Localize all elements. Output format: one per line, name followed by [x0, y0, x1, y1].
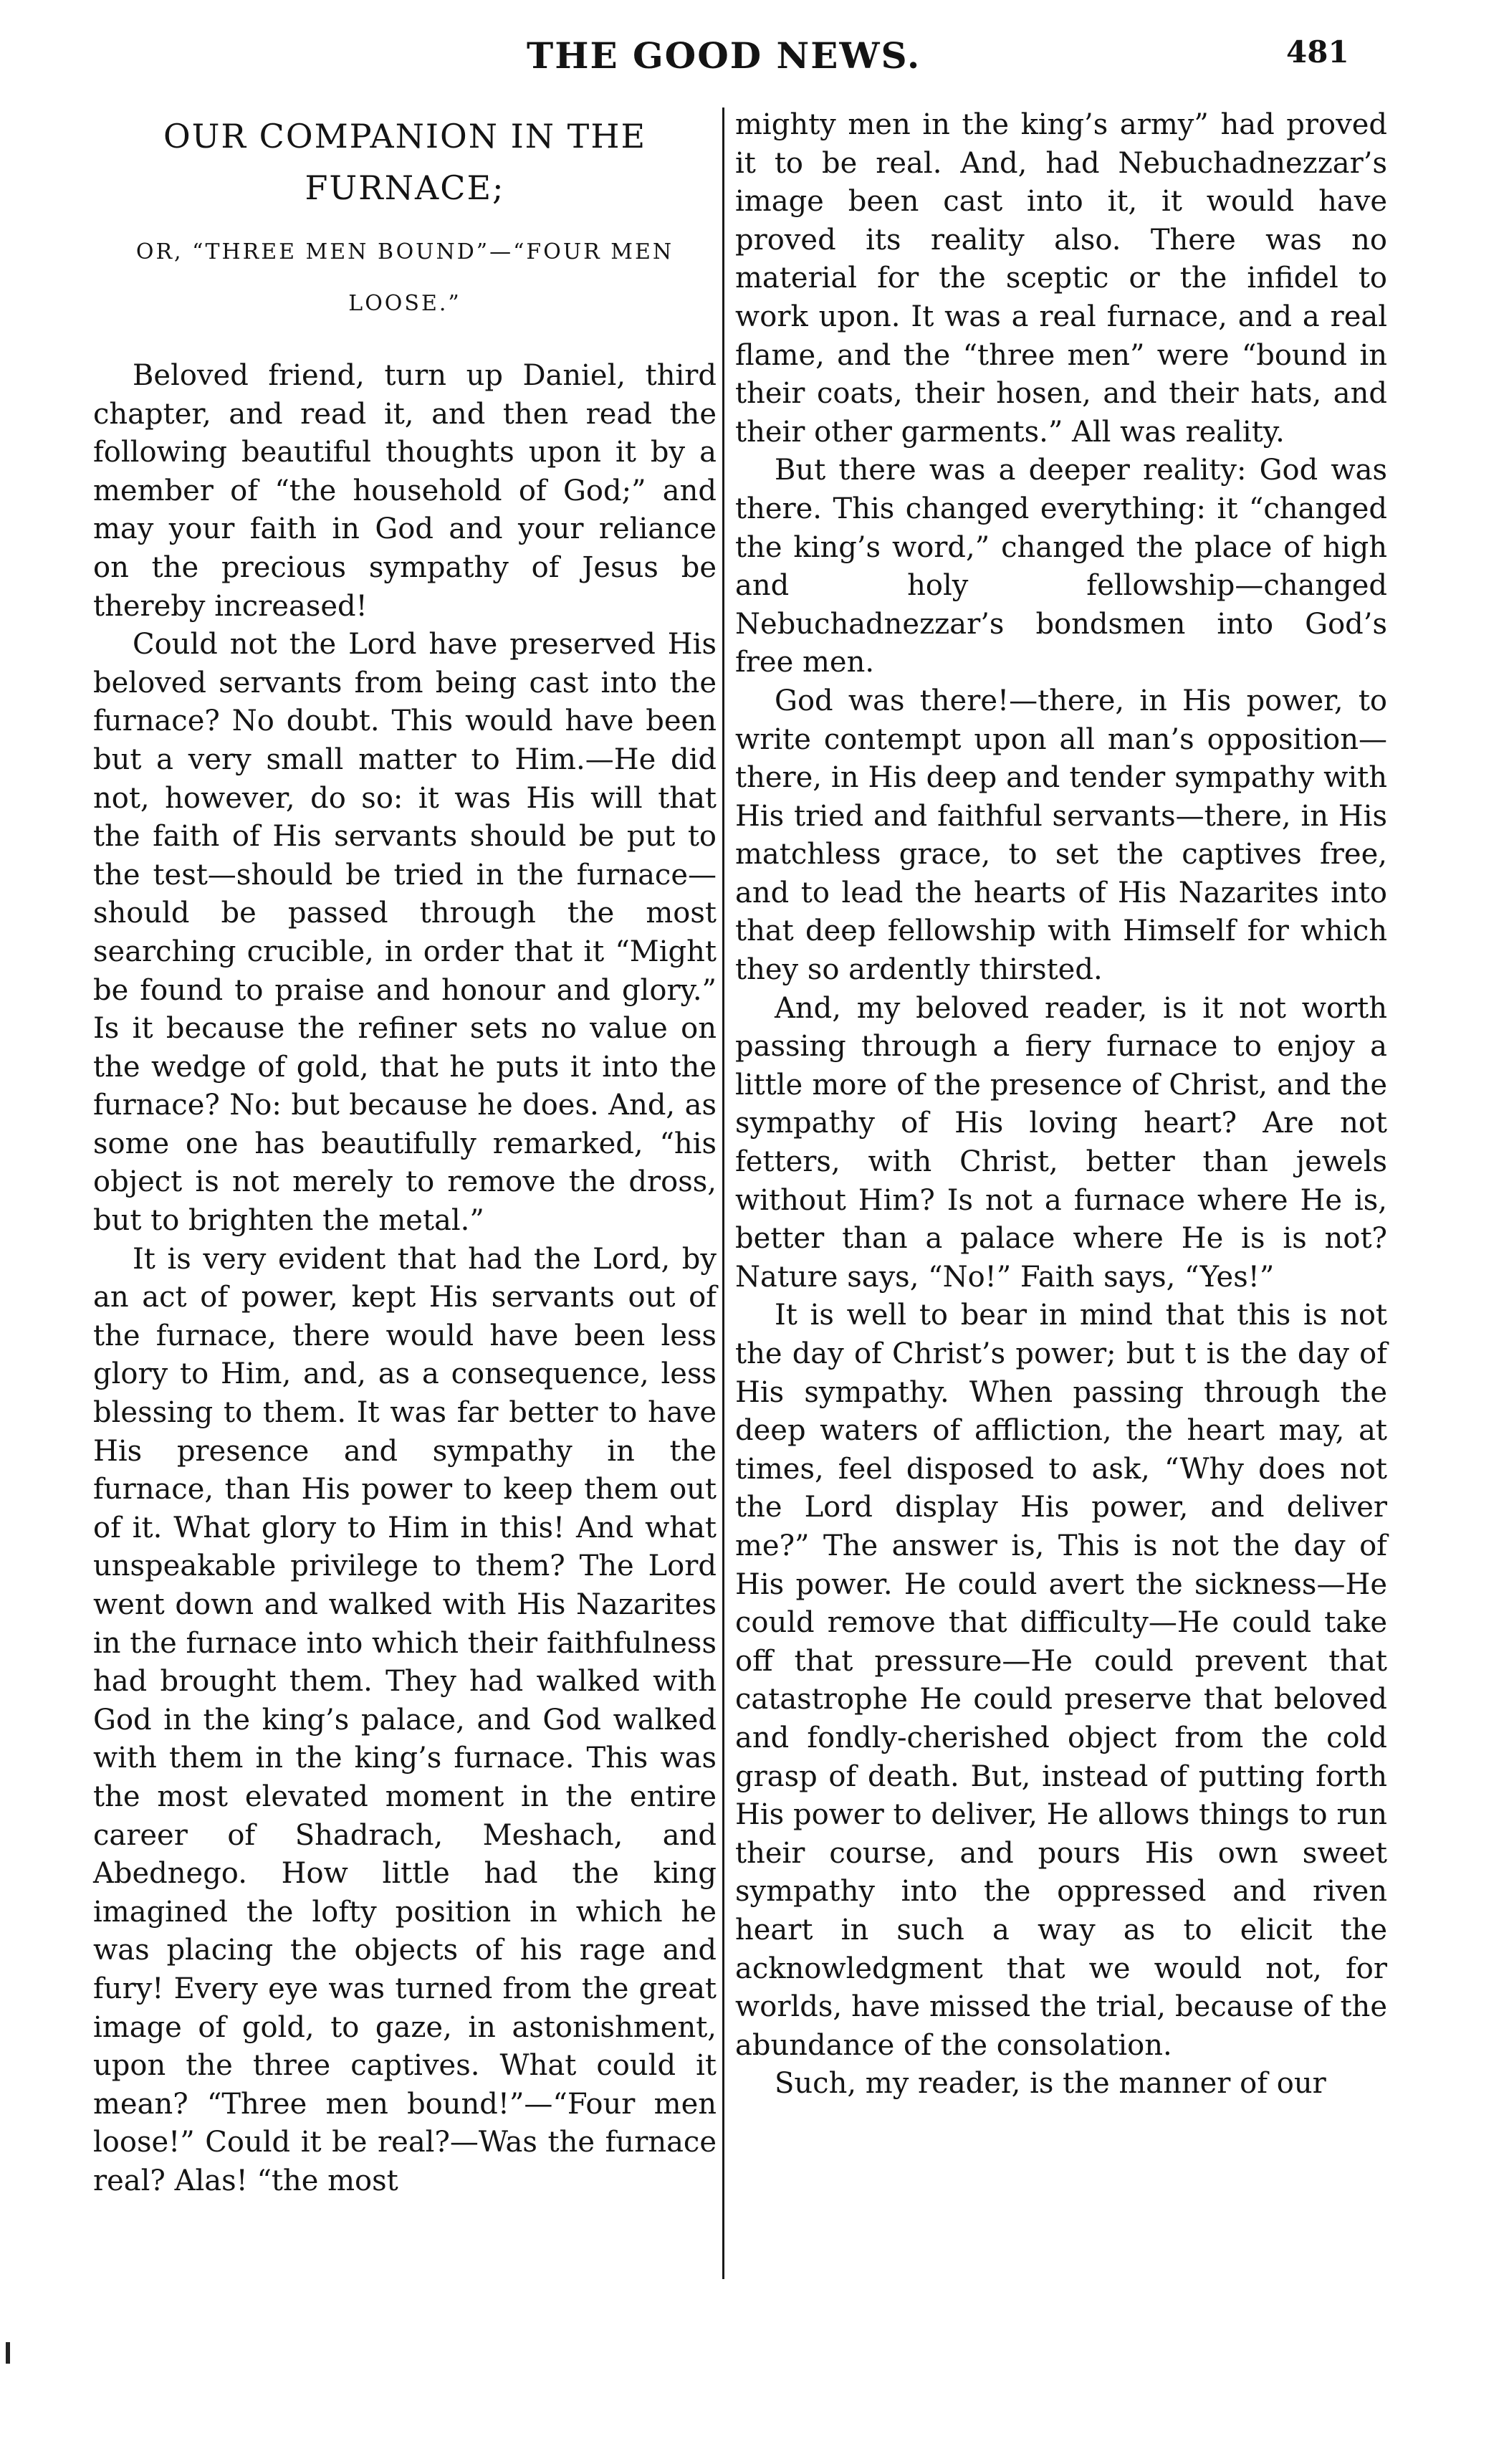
- running-title: THE GOOD NEWS.: [527, 34, 921, 77]
- paragraph-continued: mighty men in the king’s army” had proved it to be real. And, had Nebuchadnezzar’s image been cast into it, it would have proved its reality also. There was no material for the sceptic or the infidel to work upon. It was a real furnace, and a real flame, and the “three men” were “bound in their coats, their hosen, and their hats, and their other garments.” All was reality.: [735, 108, 1387, 449]
- column-rule: [722, 108, 724, 2279]
- left-column: [93, 106, 717, 2201]
- running-head: [0, 34, 1509, 85]
- page-number: 481: [1286, 34, 1349, 70]
- paragraph-day-of-sympathy: It is well to bear in mind that this is not the day of Christ’s power; but t is the day of His sympathy. When passing through the deep waters of affliction, the heart may, at times, feel disposed to ask, “Why does not the Lord display His power, and deliver me?” The answer is, This is not the day of His power. He could avert the sickness—He could remove that difficulty—He could take off that pressure—He could prevent that catastrophe He could preserve that beloved and fondly-cherished object from the cold grasp of death. But, instead of putting forth His power to deliver, He allows things to run their course, and pours His own sweet sympathy into the oppressed and riven heart in such a way as to elicit the acknowledgment that we would not, for worlds, have missed the trial, because of the abundance of the consolation.: [735, 1299, 1387, 2062]
- paragraph-beloved-reader: And, my beloved reader, is it not worth passing through a fiery furnace to enjoy a little more of the presence of Christ, and the sympathy of His loving heart? Are not fetters, with Christ, better than jewels without Him? Is not a furnace where He is, better than a palace where He is is not? Nature says, “No!” Faith says, “Yes!”: [735, 991, 1387, 1294]
- paragraph-deeper-reality: But there was a deeper reality: God was there. This changed everything: it “changed the king’s word,” changed the place of high and holy fellowship—changed Nebuchadnezzar’s bondsmen into God’s free men.: [735, 454, 1387, 679]
- paragraph-closing: Such, my reader, is the manner of our: [775, 2067, 1326, 2101]
- article-subtitle: OR, “THREE MEN BOUND”—“FOUR MEN LOOSE.”: [135, 239, 674, 316]
- article-title: OUR COMPANION IN THE FURNACE;: [163, 117, 647, 207]
- margin-mark: [6, 2342, 10, 2364]
- right-column: [735, 106, 1387, 2104]
- paragraph-intro: Beloved friend, turn up Daniel, third chapter, and read it, and then read the following beautiful thoughts upon it by a member of “the household of God;” and may your faith in God and your reliance on the precious sympathy of Jesus be thereby increased!: [93, 359, 717, 623]
- paragraph-god-was-there: God was there!—there, in His power, to write contempt upon all man’s opposition—there, in His deep and tender sympathy with His tried and faithful servants—there, in His matchless grace, to set the captives free, and to lead the hearts of His Nazarites into that deep fellowship with Himself for which they so ardently thirsted.: [735, 684, 1387, 987]
- paragraph-presence-and-sympathy: It is very evident that had the Lord, by an act of power, kept His servants out of the furnace, there would have been less glory to Him, and, as a consequence, less blessing to them. It was far better to have His presence and sympathy in the furnace, than His power to keep them out of it. What glory to Him in this! And what unspeakable privilege to them? The Lord went down and walked with His Nazarites in the furnace into which their faithfulness had brought them. They had walked with God in the king’s palace, and God walked with them in the king’s furnace. This was the most elevated moment in the entire career of Shadrach, Meshach, and Abednego. How little had the king imagined the lofty position in which he was placing the objects of his rage and fury! Every eye was turned from the great image of gold, to gaze, in astonishment, upon the three captives. What could it mean? “Three men bound!”—“Four men loose!” Could it be real?—Was the furnace real? Alas! “the most: [93, 1242, 717, 2197]
- paragraph-furnace-question: Could not the Lord have preserved His beloved servants from being cast into the furnace? No doubt. This would have been but a very small matter to Him.—He did not, however, do so: it was His will that the faith of His servants should be put to the test—should be tried in the furnace—should be passed through the most searching crucible, in order that it “Might be found to praise and honour and glory.” Is it because the refiner sets no value on the wedge of gold, that he puts it into the furnace? No: but because he does. And, as some one has beautifully remarked, “his object is not merely to remove the dross, but to brighten the metal.”: [93, 628, 717, 1238]
